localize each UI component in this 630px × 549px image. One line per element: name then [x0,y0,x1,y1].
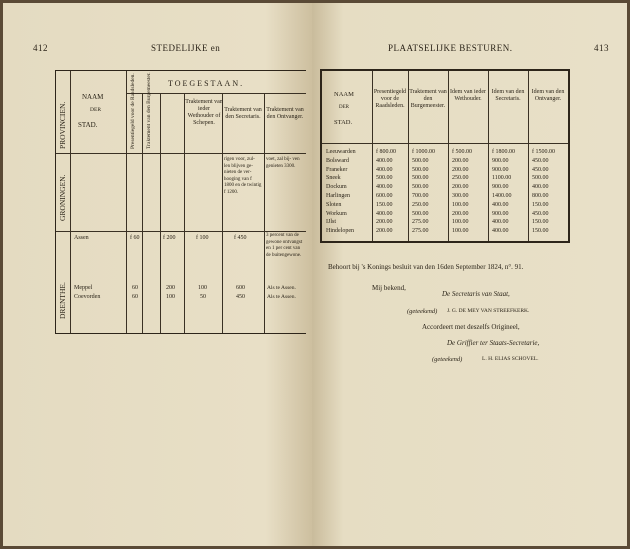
groningen-ontvanger-note: voet, zal bij- ven genieten 3300. [266,157,300,169]
right-row-weth: 100.00 [452,201,469,208]
left-row-name: Meppel [74,285,93,291]
right-row-burg: 250.00 [412,201,429,208]
right-running-head: PLAATSELIJKE BESTUREN. [388,43,513,53]
left-row-weth: f 100 [196,235,209,241]
left-page-number: 412 [33,43,48,53]
left-row-name: Assen [74,235,89,241]
right-row-name: Workum [326,210,347,217]
left-col-header-raad: Presentiegeld voor de Raadsleden. [130,73,136,149]
right-row-weth: 200.00 [452,184,469,191]
left-col-header-secr: Traktement van den Secretaris. [224,107,262,120]
left-table [55,70,306,334]
left-row-raad: f 60 [130,235,140,241]
right-row-burg: 700.00 [412,193,429,199]
toegestaan-label: TOEGESTAAN. [168,79,245,88]
right-row-ontv: 450.00 [532,157,549,164]
left-col-header-weth: Traktement van ieder Wethouder of Schepen. [185,99,223,126]
drenthe-label: DRENTHE. [58,282,67,319]
right-table [320,69,570,243]
left-row-secr: 600 [236,285,245,291]
groningen-secretaris-note: rigen voor, zul- len blijven ge- nieten de ver- hooging van f 1800 en de twintig f 1200. [224,157,262,195]
left-row-raad: 60 [132,294,138,300]
right-row-name: Sneek [326,175,341,182]
right-row-secr: 900.00 [492,184,509,191]
right-row-burg: 500.00 [412,210,429,217]
right-col-header-secr: Idem van den Secretaris. [491,89,525,102]
left-col-header-ontv: Traktement van den Ontvanger. [266,107,304,120]
groningen-label: GRONINGEN. [58,174,67,221]
left-row-ontv: Als te Assen. [267,285,296,291]
naam-line-2: DER [90,107,101,113]
naam-line-1: NAAM [82,93,104,101]
right-row-burg: 275.00 [412,228,429,235]
right-row-raad: 400.00 [376,184,393,191]
right-row-weth: 100.00 [452,219,469,226]
right-col-header-ontv: Idem van den Ontvanger. [531,89,565,102]
right-row-raad: 200.00 [376,228,393,235]
right-row-raad: 400.00 [376,210,393,217]
left-row-weth: 50 [200,294,206,300]
right-row-raad: 400.00 [376,166,393,173]
right-col-header-burg: Traktement van den Burgemeester. [409,89,447,109]
left-row-name: Coevorden [74,294,101,300]
right-row-ontv: 400.00 [532,184,549,191]
right-naam-line-3: STAD. [334,119,353,126]
right-row-raad: 600.00 [376,193,393,199]
right-naam-line-2: DER [339,105,349,110]
naam-line-3: STAD. [78,121,98,129]
right-row-name: Franeker [326,166,348,173]
accordeert: Accordeert met deszelfs Origineel, [422,323,520,331]
right-row-ontv: 450.00 [532,166,549,173]
right-row-raad: 400.00 [376,157,393,164]
right-row-ontv: f 1500.00 [532,149,555,155]
right-row-secr: 400.00 [492,201,509,208]
left-row-ontv: 3 percent van de gewone ontvangst en 1 per cent van de buitengewone. [266,233,303,258]
right-row-secr: f 1800.00 [492,149,515,155]
right-row-secr: 900.00 [492,210,509,217]
griffier-title: De Griffier ter Staats-Secretarie, [447,339,540,347]
right-row-secr: 900.00 [492,157,509,164]
left-page [3,3,312,546]
right-row-ontv: 450.00 [532,210,549,217]
right-row-burg: 500.00 [412,166,429,173]
right-row-ontv: 150.00 [532,219,549,226]
left-row-burg: f 200 [163,235,176,241]
left-row-secr: f 450 [234,235,247,241]
right-page [312,3,627,546]
left-row-secr: 450 [236,294,245,300]
right-row-name: Leeuwarden [326,149,356,155]
right-row-secr: 1400.00 [492,193,512,199]
right-row-weth: 200.00 [452,166,469,173]
right-row-name: Sloten [326,201,342,208]
right-row-weth: f 500.00 [452,149,472,155]
right-row-raad: 150.00 [376,201,393,208]
left-row-ontv: Als te Assen. [267,294,296,300]
signer-2: L. H. ELIAS SCHOVEL. [482,356,539,362]
right-row-name: Bolsward [326,157,349,164]
left-row-raad: 60 [132,285,138,291]
right-row-raad: 500.00 [376,175,393,182]
right-row-burg: 500.00 [412,184,429,191]
right-row-secr: 400.00 [492,228,509,235]
right-row-secr: 400.00 [492,219,509,226]
book-spread [3,3,627,546]
right-row-name: Dockum [326,184,347,191]
left-row-burg: 100 [166,294,175,300]
right-row-ontv: 500.00 [532,175,549,182]
right-row-name: Harlingen [326,193,350,199]
right-col-header-raad: Presentiegeld voor de Raadsleden. [373,89,407,109]
right-row-ontv: 150.00 [532,228,549,235]
right-page-number: 413 [594,43,609,53]
right-row-weth: 300.00 [452,193,469,199]
mij-bekend: Mij bekend, [372,284,406,292]
left-row-burg: 200 [166,285,175,291]
right-row-weth: 250.00 [452,175,469,182]
signer-1: J. G. DE MEY VAN STREEFKERK. [447,308,530,314]
decree-text: Behoort bij 's Konings besluit van den 16den September 1824, n°. 91. [328,263,524,271]
right-row-raad: 200.00 [376,219,393,226]
right-row-secr: 1100.00 [492,175,512,182]
right-row-raad: f 800.00 [376,149,396,155]
left-row-weth: 100 [198,285,207,291]
right-row-burg: 500.00 [412,175,429,182]
right-row-name: Hindelopen [326,228,354,235]
geteekend-1: (geteekend) [407,308,438,315]
right-row-name: IJlst [326,219,337,226]
right-row-weth: 200.00 [452,157,469,164]
right-row-ontv: 150.00 [532,201,549,208]
right-row-weth: 100.00 [452,228,469,235]
right-row-burg: f 1000.00 [412,149,435,155]
right-row-burg: 275.00 [412,219,429,226]
right-row-secr: 900.00 [492,166,509,173]
left-running-head: STEDELIJKE en [151,43,221,53]
geteekend-2: (geteekend) [432,356,463,363]
right-row-burg: 500.00 [412,157,429,164]
provinces-label: PROVINCIEN. [58,101,67,149]
right-row-ontv: 800.00 [532,193,549,199]
secretaris-title: De Secretaris van Staat, [442,290,510,298]
right-row-weth: 200.00 [452,210,469,217]
left-col-header-burg: Traktement van den Burgemeester. [146,72,152,149]
right-naam-line-1: NAAM [334,91,354,98]
right-col-header-weth: Idem van ieder Wethouder. [450,89,486,102]
